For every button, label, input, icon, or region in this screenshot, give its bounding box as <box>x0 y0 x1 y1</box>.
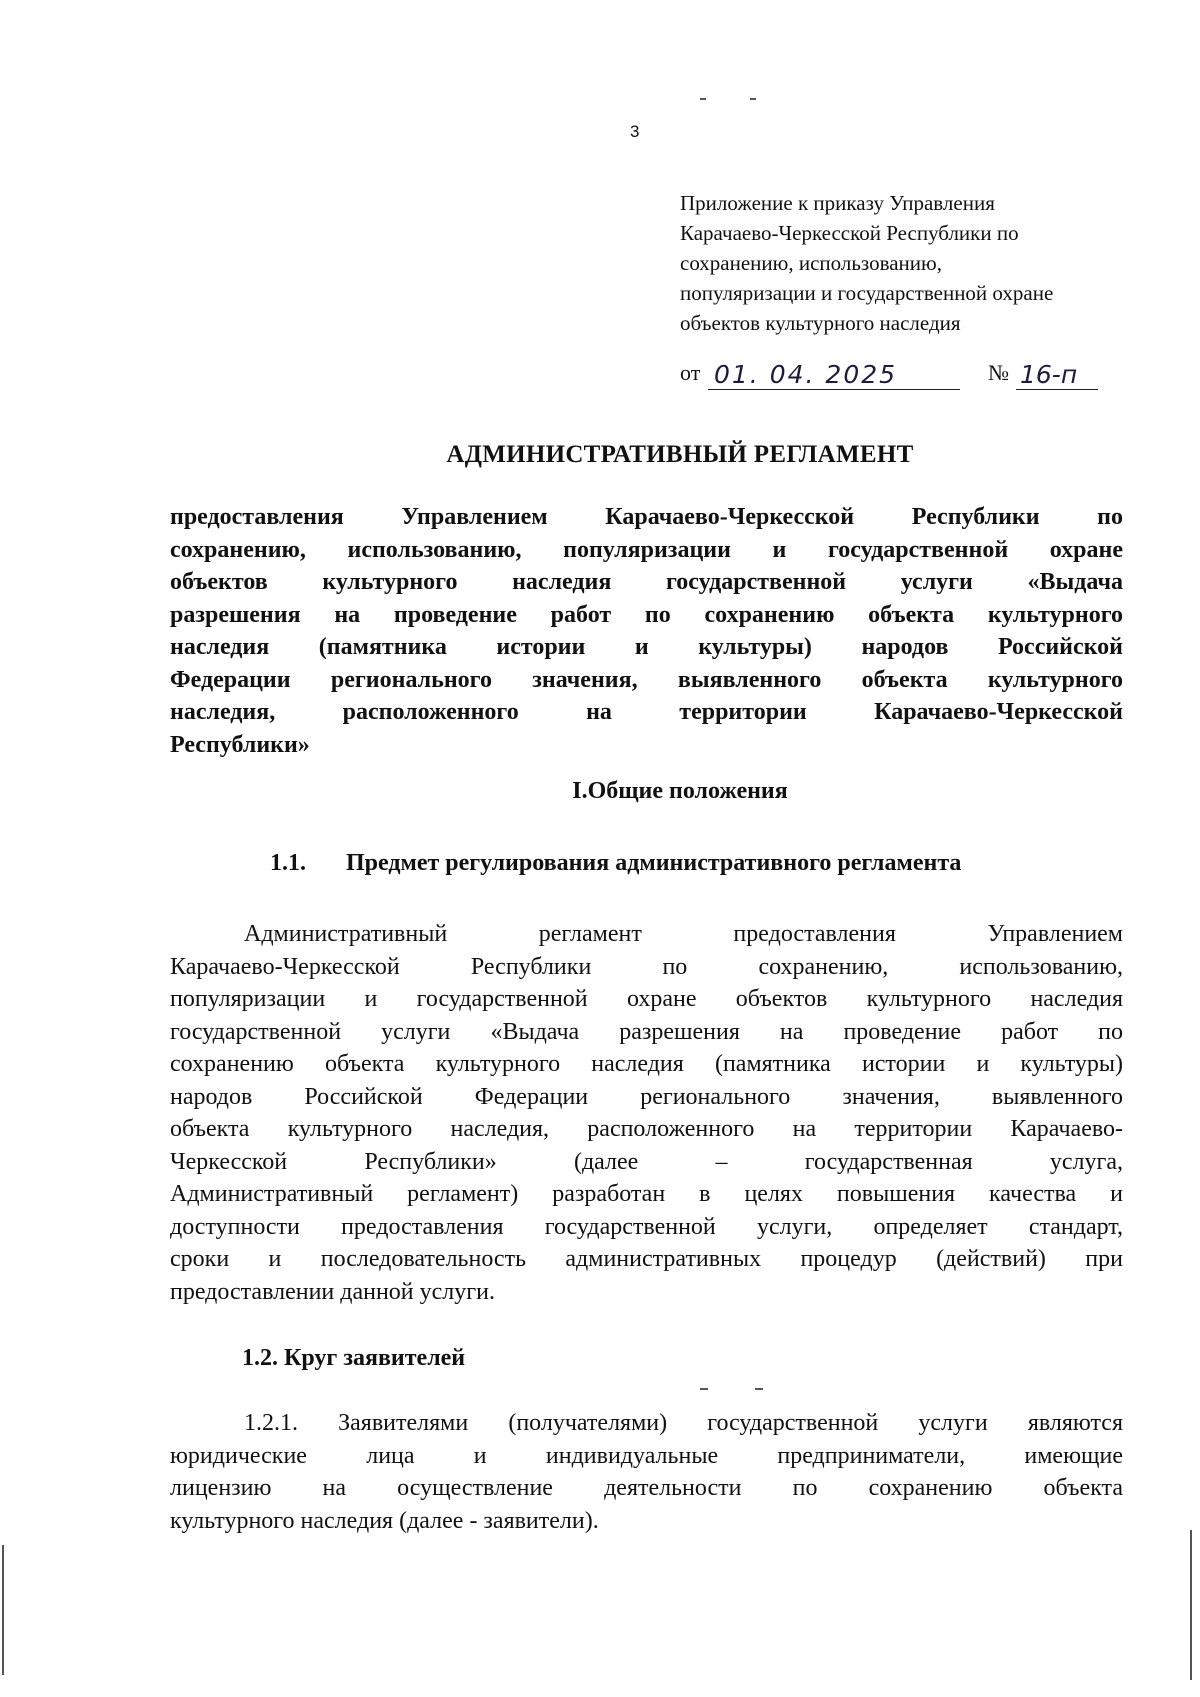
paragraph-line: народов Российской Федерации регионального значения, выявленного <box>170 1083 1123 1110</box>
scan-speck <box>755 1388 763 1390</box>
scan-edge-mark <box>1190 1530 1192 1680</box>
appendix-block <box>680 188 1120 338</box>
handwritten-order-number: 16-п <box>1016 360 1098 390</box>
paragraph-line: лицензию на осуществление деятельности по сохранению объекта <box>170 1475 1123 1501</box>
appendix-line: объектов культурного наследия <box>680 311 961 335</box>
paragraph-line: объекта культурного наследия, расположенного на территории Карачаево- <box>170 1116 1123 1142</box>
paragraph-line: сроки и последовательность административных процедур (действий) при <box>170 1246 1123 1272</box>
paragraph-line: доступности предоставления государственной услуги, определяет стандарт, <box>170 1213 1123 1240</box>
paragraph-line: предоставлении данной услуги. <box>170 1278 495 1305</box>
paragraph-line: Административный регламент) разработан в целях повышения качества и <box>170 1181 1123 1207</box>
page-number: 3 <box>630 122 640 141</box>
paragraph-line: Черкесской Республики» (далее – государственная услуга, <box>170 1148 1123 1175</box>
appendix-line: популяризации и государственной охране <box>680 281 1054 305</box>
subsection-heading <box>270 850 961 877</box>
paragraph <box>170 1407 1123 1537</box>
paragraph-line: культурного наследия (далее - заявители). <box>170 1507 599 1534</box>
subsection-heading: 1.2. Круг заявителей <box>242 1345 466 1371</box>
document-title: АДМИНИСТРАТИВНЫЙ РЕГЛАМЕНТ <box>446 441 914 468</box>
paragraph-line: сохранению объекта культурного наследия (памятника истории и культуры) <box>170 1051 1123 1077</box>
number-label: № <box>988 360 1009 385</box>
paragraph-line: популяризации и государственной охране объектов культурного наследия <box>170 986 1123 1012</box>
section-heading: I.Общие положения <box>572 778 788 804</box>
subsection-title: Предмет регулирования административного регламента <box>346 850 962 876</box>
scan-edge-mark <box>2 1545 4 1675</box>
appendix-line: Карачаево-Черкесской Республики по <box>680 221 1019 245</box>
appendix-line: сохранению, использованию, <box>680 251 942 275</box>
paragraph-line: юридические лица и индивидуальные предприниматели, имеющие <box>170 1442 1123 1469</box>
subtitle-line: предоставления Управлением Карачаево-Черкесской Республики по <box>170 504 1123 530</box>
appendix-line: Приложение к приказу Управления <box>680 191 995 215</box>
subsection-number: 1.1. <box>270 850 306 876</box>
subtitle-line: Федерации регионального значения, выявленного объекта культурного <box>170 666 1123 693</box>
subtitle-line: наследия (памятника истории и культуры) народов Российской <box>170 634 1123 660</box>
handwritten-date: 01. 04. 2025 <box>708 360 960 390</box>
paragraph-line: государственной услуги «Выдача разрешения на проведение работ по <box>170 1018 1123 1045</box>
document-subtitle <box>170 501 1123 761</box>
paragraph-line: Административный регламент предоставления Управлением <box>244 921 1123 947</box>
date-prefix: от <box>680 360 701 385</box>
subtitle-line: сохранению, использованию, популяризации и государственной охране <box>170 536 1123 563</box>
paragraph-line: Карачаево-Черкесской Республики по сохранению, использованию, <box>170 953 1123 980</box>
subtitle-line: объектов культурного наследия государственной услуги «Выдача <box>170 569 1123 595</box>
paragraph <box>170 918 1123 1308</box>
subtitle-line: наследия, расположенного на территории Карачаево-Черкесской <box>170 699 1123 725</box>
subtitle-line: Республики» <box>170 731 310 758</box>
scan-speck <box>700 98 706 100</box>
scan-speck <box>750 98 756 100</box>
paragraph-line: 1.2.1. Заявителями (получателями) государственной услуги являются <box>244 1410 1123 1436</box>
order-date-line <box>680 356 1110 392</box>
subtitle-line: разрешения на проведение работ по сохранению объекта культурного <box>170 601 1123 628</box>
scan-speck <box>700 1388 708 1390</box>
